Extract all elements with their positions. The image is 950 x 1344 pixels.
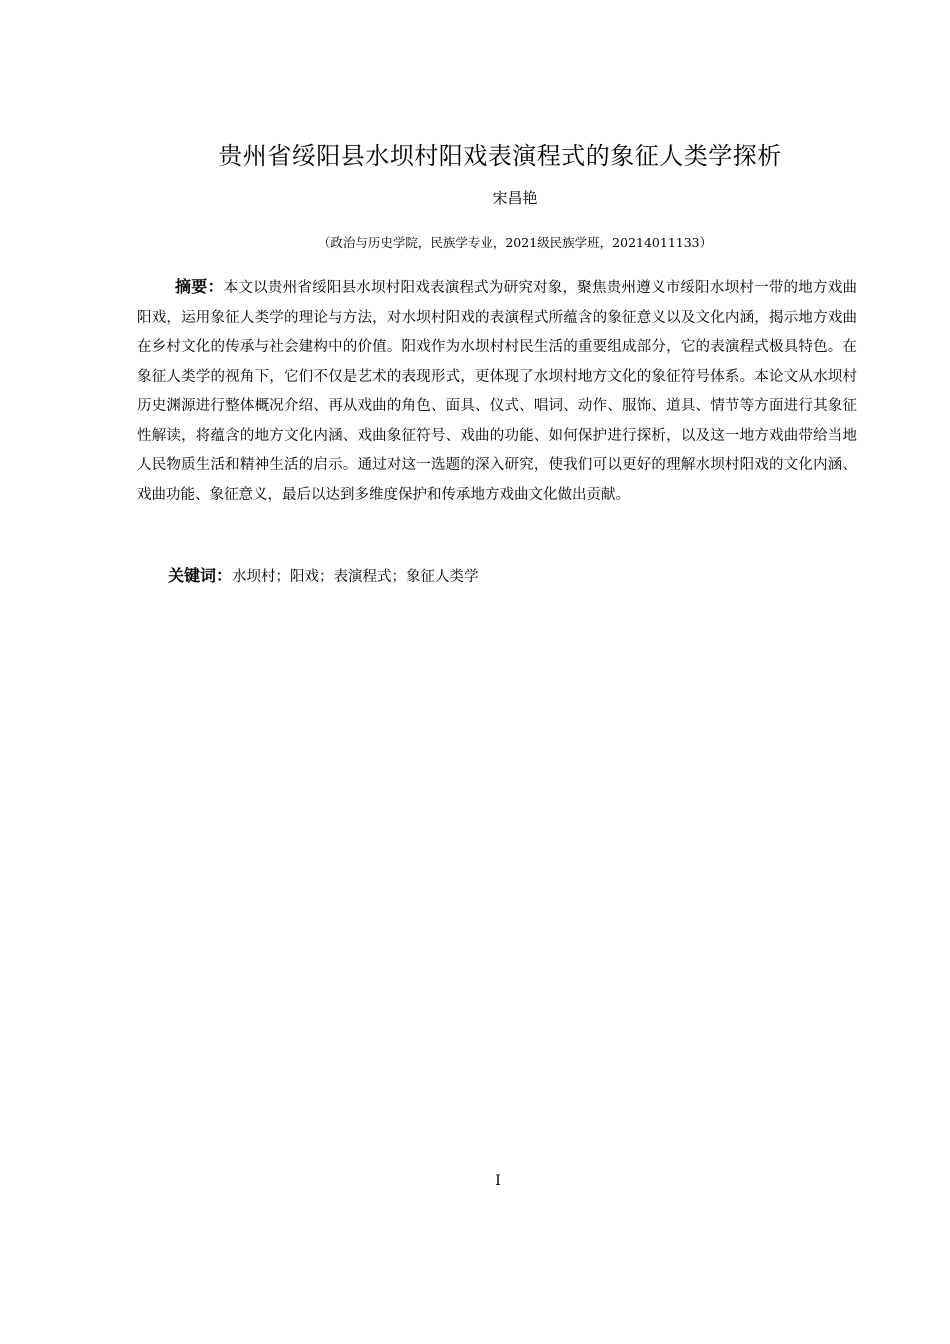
keywords-label: 关键词： bbox=[168, 566, 233, 585]
abstract-label: 摘要： bbox=[175, 277, 224, 296]
abstract-paragraph bbox=[137, 272, 857, 510]
paper-title: 贵州省绥阳县水坝村阳戏表演程式的象征人类学探析 bbox=[218, 142, 782, 170]
keywords-line bbox=[168, 561, 479, 592]
page-number: I bbox=[495, 1173, 501, 1189]
author-affiliation: （政治与历史学院，民族学专业，2021级民族学班，20214011133） bbox=[317, 235, 713, 250]
abstract-text: 本文以贵州省绥阳县水坝村阳戏表演程式为研究对象，聚焦贵州遵义市绥阳水坝村一带的地方戏曲阳戏，运用象征人类学的理论与方法，对水坝村阳戏的表演程式所蕴含的象征意义以及文化内涵，揭示地方戏曲在乡村文化的传承与社会建构中的价值。阳戏作为水坝村村民生活的重要组成部分，它的表演程式极具特色。在象征人类学的视角下，它们不仅是艺术的表现形式，更体现了水坝村地方文化的象征符号体系。本论文从水坝村历史渊源进行整体概况介绍、再从戏曲的角色、面具、仪式、唱词、动作、服饰、道具、情节等方面进行其象征性解读，将蕴含的地方文化内涵、戏曲象征符号、戏曲的功能、如何保护进行探析，以及这一地方戏曲带给当地人民物质生活和精神生活的启示。通过对这一选题的深入研究，使我们可以更好的理解水坝村阳戏的文化内涵、戏曲功能、象征意义，最后以达到多维度保护和传承地方戏曲文化做出贡献。 bbox=[137, 280, 857, 503]
author-name: 宋昌艳 bbox=[492, 189, 538, 207]
keywords-text: 水坝村；阳戏；表演程式；象征人类学 bbox=[232, 569, 479, 585]
